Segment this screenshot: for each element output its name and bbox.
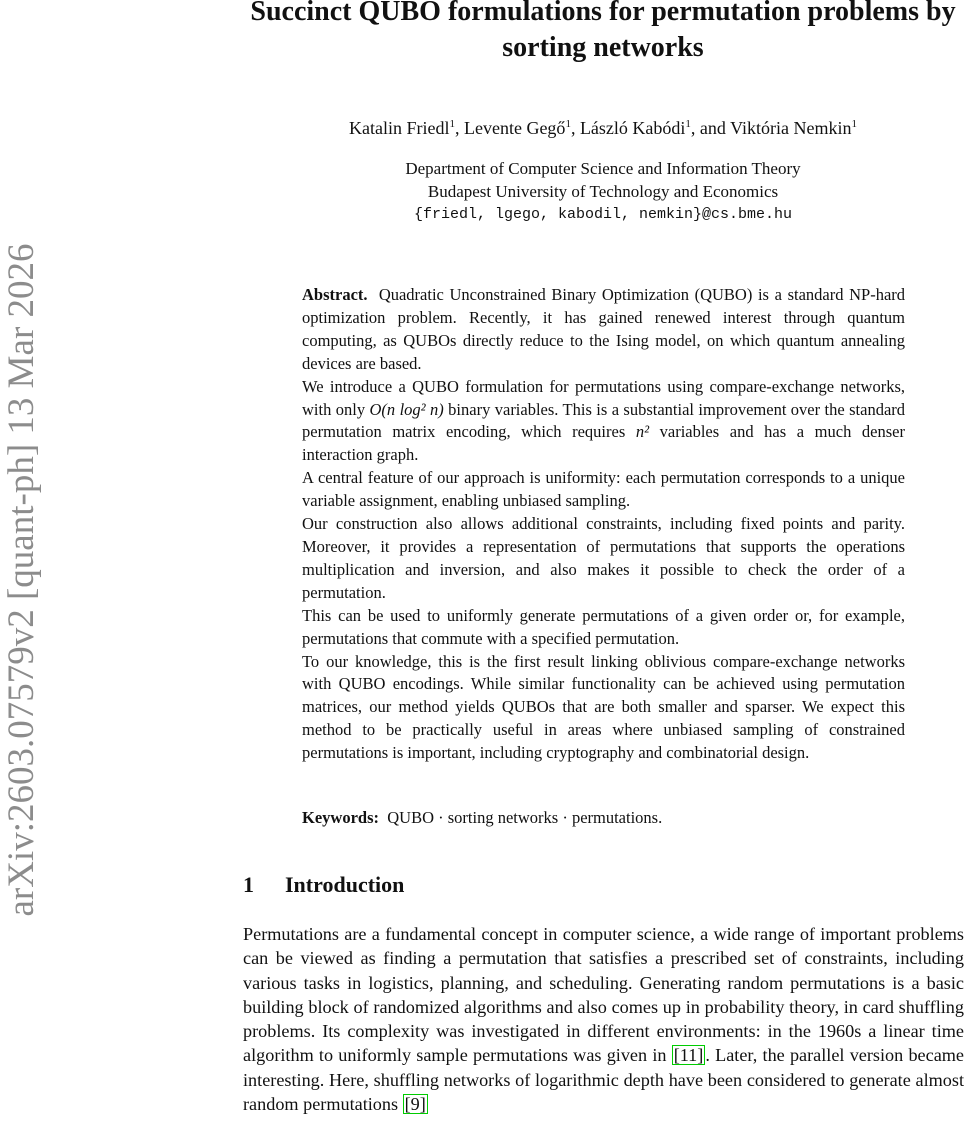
abstract-text: binary variables. This is a substantial improvement over the standard permutation matrix encoding, which requires <box>302 399 906 442</box>
abstract-paragraph: This can be used to uniformly generate permutations of a given order or, for example, permutations that commute with a specified permutation. <box>302 605 905 648</box>
abstract-text: variables and has a much denser interaction graph. <box>302 422 905 465</box>
author-list <box>243 112 963 140</box>
affiliation-mark: 1 <box>851 118 857 130</box>
affiliation-mark: 1 <box>685 118 691 130</box>
paper-title: Succinct QUBO formulations for permutation problems by sorting networks <box>250 0 956 63</box>
citation-link[interactable]: [9] <box>404 1094 426 1115</box>
keywords <box>302 806 905 829</box>
math-expression: O(n log² n) <box>369 399 444 419</box>
author-name: László Kabódi <box>579 118 686 138</box>
arxiv-identifier-text: arXiv:2603.07579v2 [quant-ph] 13 Mar 2026 <box>1 243 42 917</box>
section-title: Introduction <box>285 872 405 897</box>
body-text: . Later, the parallel version became interesting. Here, shuffling networks of logarithmic depth have been considered to generate almost random permutations <box>243 1045 964 1115</box>
author-separator: , and <box>690 118 731 138</box>
abstract-paragraph: Our construction also allows additional constraints, including fixed points and parity. Moreover, it provides a representation of permutations that supports the operations multiplication and inversion, and also makes it possible to check the order of a permutation. <box>302 514 905 602</box>
section-heading <box>243 870 404 900</box>
citation-link[interactable]: [11] <box>673 1045 704 1066</box>
body-text: Permutations are a fundamental concept in computer science, a wide range of important problems can be viewed as finding a permutation that satisfies a prescribed set of constraints, including various tasks in logistics, planning, and scheduling. Generating random permutations is a basic building block of randomized algorithms and also comes up in probability theory, in card shuffling problems. Its complexity was investigated in different environments: in the 1960s a linear time algorithm to uniformly sample permutations was given in <box>243 924 964 1066</box>
keywords-text: QUBO · sorting networks · permutations. <box>387 808 663 827</box>
author-separator: , <box>454 118 464 138</box>
affiliation-mark: 1 <box>449 118 455 130</box>
keywords-label: Keywords: <box>302 808 379 827</box>
abstract <box>302 284 905 765</box>
university-name: Budapest University of Technology and Economics <box>427 182 779 201</box>
author-name: Viktória Nemkin <box>730 118 852 138</box>
abstract-label: Abstract. <box>302 285 368 304</box>
abstract-paragraph: A central feature of our approach is uniformity: each permutation corresponds to a unique variable assignment, enabling unbiased sampling. <box>302 468 905 511</box>
author-name: Katalin Friedl <box>349 118 450 138</box>
abstract-text: We introduce a QUBO formulation for permutations using compare-exchange networks, with only <box>302 376 905 419</box>
department-name: Department of Computer Science and Information Theory <box>405 159 801 178</box>
abstract-paragraph <box>302 284 905 376</box>
abstract-paragraph: To our knowledge, this is the first result linking oblivious compare-exchange networks with QUBO encodings. While similar functionality can be achieved using permutation matrices, our method yields QUBOs that are both smaller and sparser. We expect this method to be practically useful in areas where unbiased sampling of constrained permutations is important, including cryptography and combinatorial design. <box>302 651 905 763</box>
arxiv-identifier-sidebar <box>1 190 43 970</box>
abstract-text: Quadratic Unconstrained Binary Optimization (QUBO) is a standard NP-hard optimization problem. Recently, it has gained renewed interest through quantum computing, as QUBOs directly reduce to the Ising model, on which quantum annealing devices are based. <box>302 285 906 373</box>
introduction-paragraph <box>243 922 964 1116</box>
section-number: 1 <box>243 872 254 897</box>
author-separator: , <box>570 118 580 138</box>
affiliation-mark: 1 <box>565 118 571 130</box>
affiliation-block <box>243 157 963 226</box>
author-emails: {friedl, lgego, kabodil, nemkin}@cs.bme.hu <box>413 206 793 223</box>
author-name: Levente Gegő <box>463 118 566 138</box>
abstract-paragraph <box>302 376 905 468</box>
math-expression: n² <box>635 422 650 442</box>
